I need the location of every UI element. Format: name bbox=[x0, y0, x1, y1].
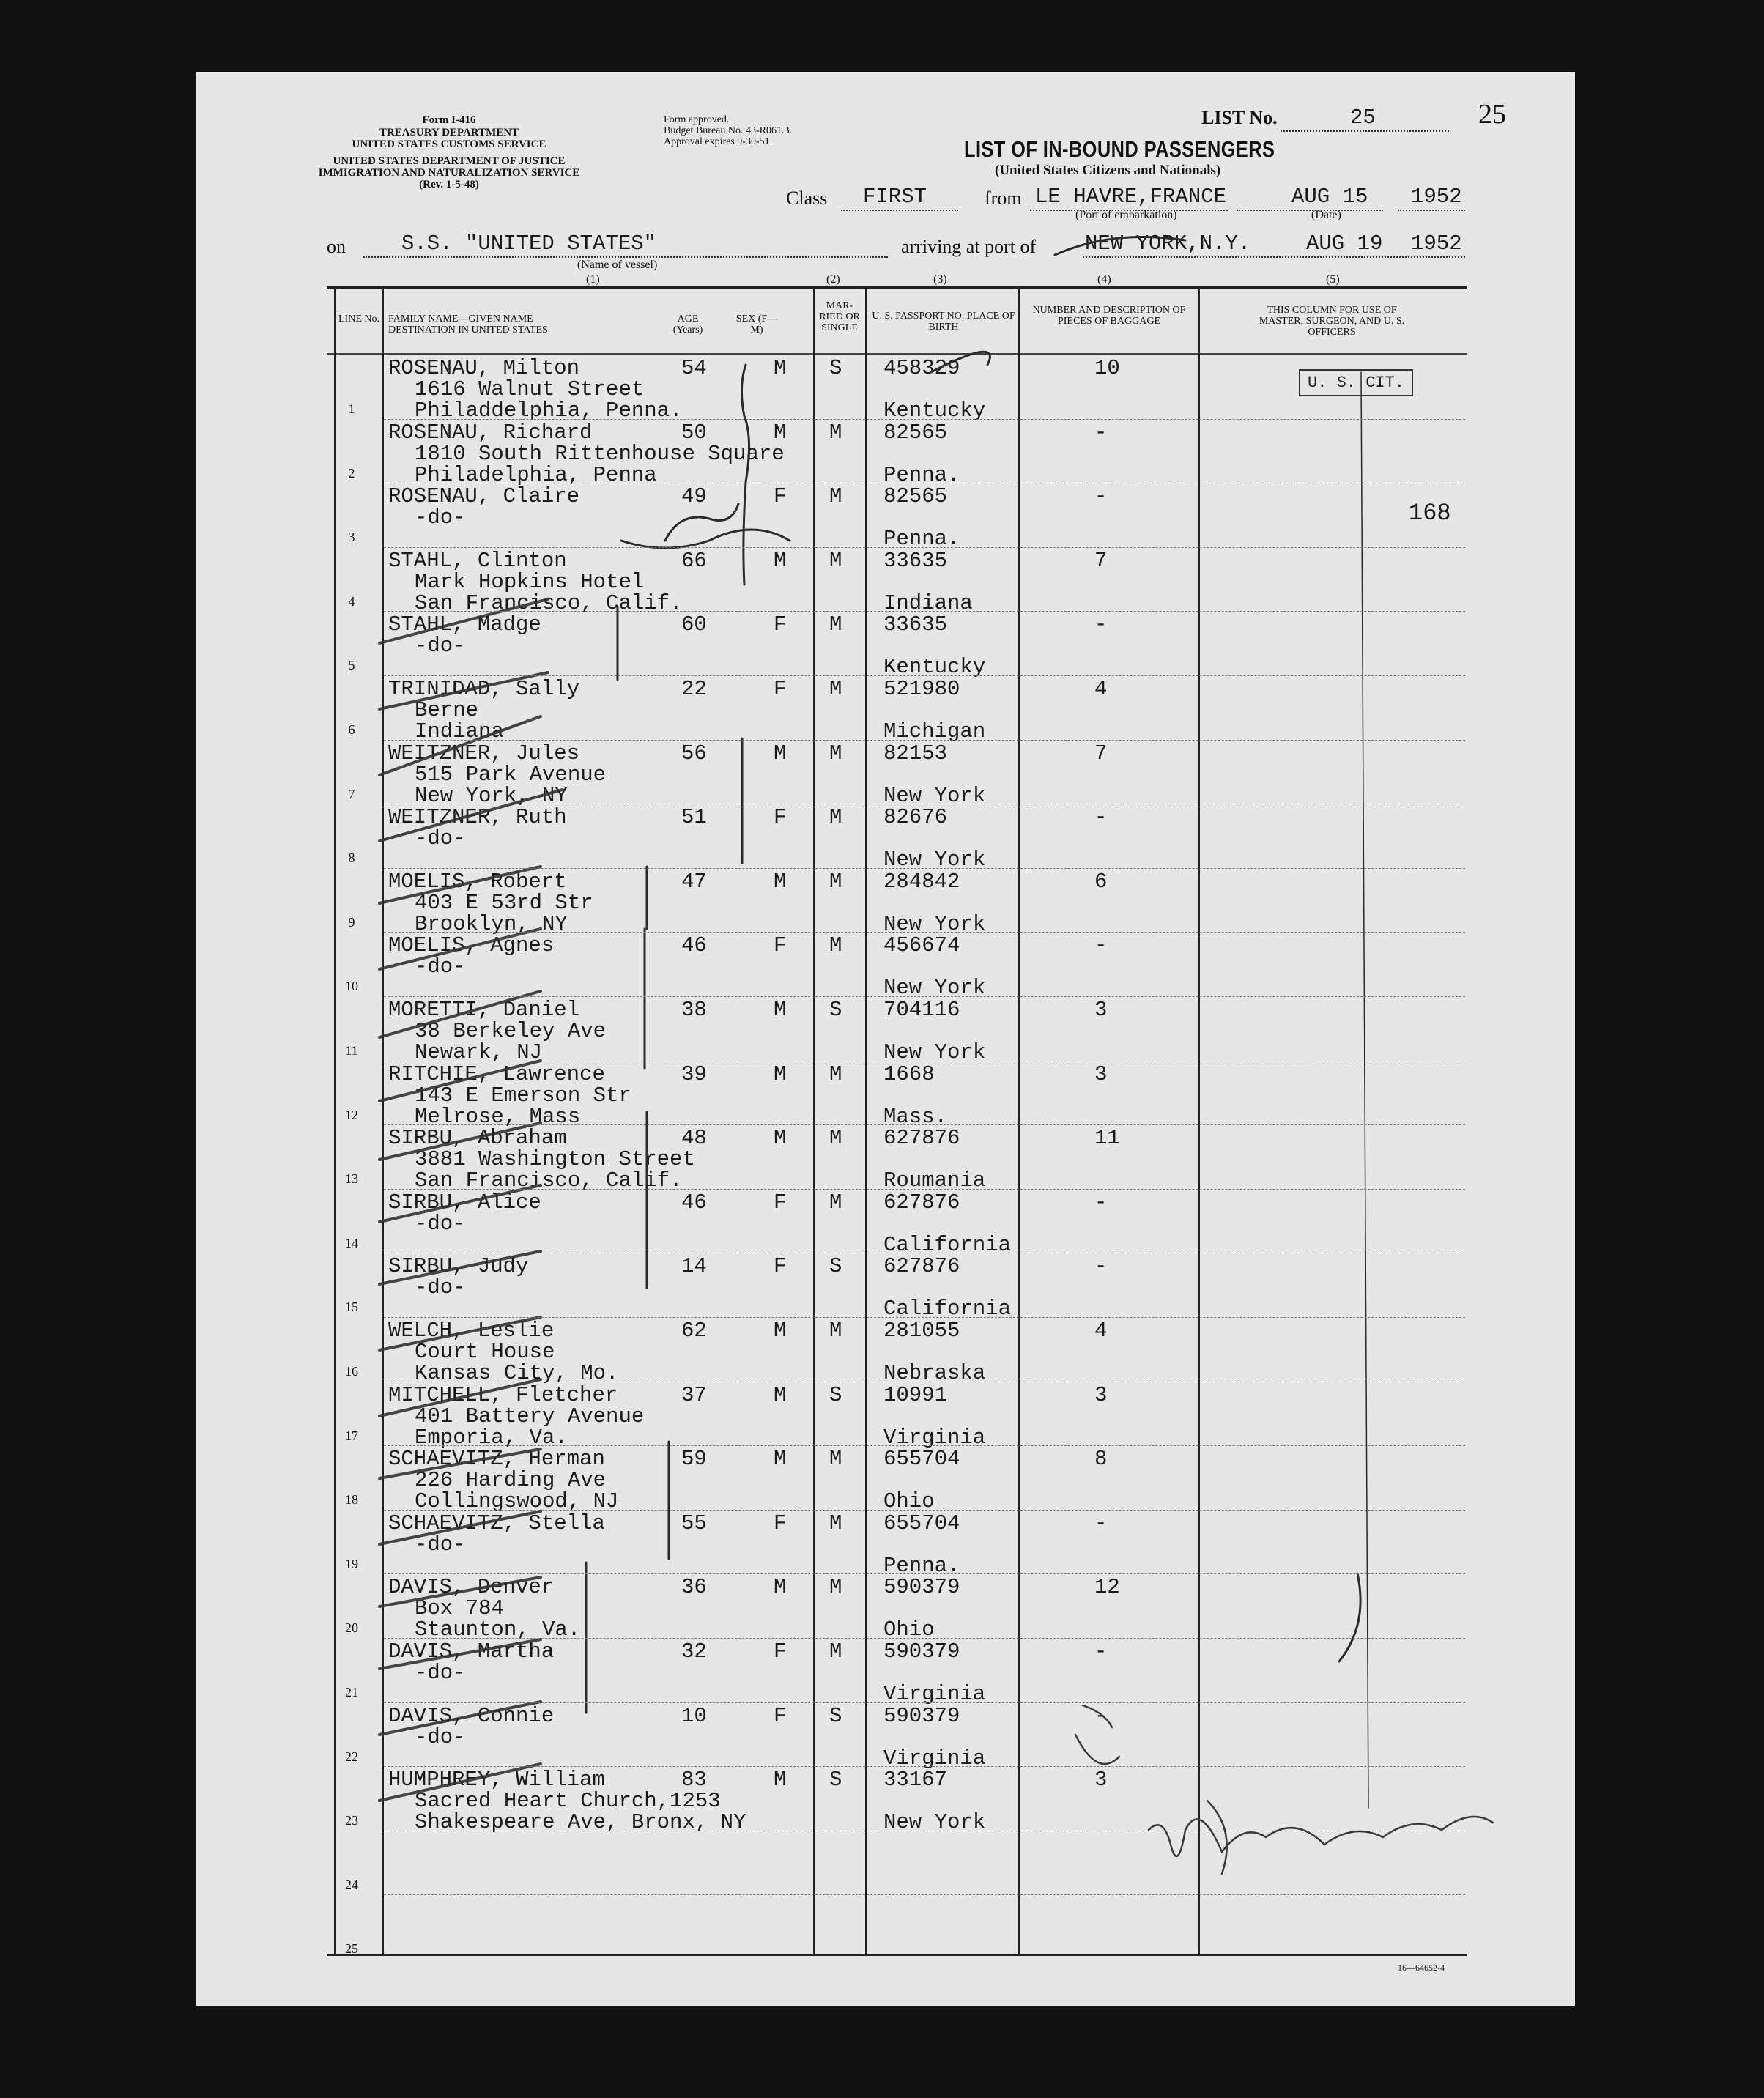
baggage-count: - bbox=[1094, 420, 1108, 445]
passenger-name: MITCHELL, Fletcher bbox=[388, 1382, 618, 1407]
place-of-birth: Virginia bbox=[883, 1425, 986, 1450]
line-number: 12 bbox=[345, 1107, 358, 1122]
passport-number: 655704 bbox=[883, 1447, 960, 1472]
sex: F bbox=[774, 1511, 787, 1535]
list-no-stamped: 25 bbox=[1478, 99, 1506, 130]
passenger-name: SIRBU, Abraham bbox=[388, 1126, 567, 1151]
age: 14 bbox=[681, 1254, 707, 1279]
age: 46 bbox=[681, 933, 707, 958]
destination-line-2: Melrose, Mass bbox=[415, 1104, 581, 1129]
row-divider bbox=[384, 740, 1465, 741]
age: 55 bbox=[681, 1511, 707, 1535]
line-number: 1 bbox=[348, 401, 355, 416]
married-status: M bbox=[829, 1575, 842, 1600]
passenger-name: RITCHIE, Lawrence bbox=[388, 1061, 605, 1086]
passport-number: 33635 bbox=[883, 548, 948, 573]
date-caption: (Date) bbox=[1311, 209, 1341, 221]
sex: F bbox=[774, 1254, 787, 1279]
row-divider bbox=[384, 675, 1465, 676]
row-divider bbox=[384, 932, 1465, 933]
place-of-birth: New York bbox=[883, 1040, 986, 1064]
place-of-birth: Kentucky bbox=[883, 399, 986, 423]
destination-line-2: San Francisco, Calif. bbox=[415, 590, 683, 615]
dept-justice: UNITED STATES DEPARTMENT OF JUSTICE bbox=[333, 155, 566, 167]
row-divider bbox=[384, 868, 1465, 869]
col-header-baggage: NUMBER AND DESCRIPTION OF PIECES OF BAGGAGE bbox=[1032, 305, 1186, 327]
line-number: 5 bbox=[348, 658, 355, 673]
place-of-birth: Virginia bbox=[883, 1682, 986, 1706]
married-status: M bbox=[829, 1061, 842, 1086]
married-status: S bbox=[829, 1768, 842, 1793]
destination-line-1: -do- bbox=[415, 1211, 466, 1236]
married-status: M bbox=[829, 933, 842, 958]
passport-number: 521980 bbox=[883, 677, 960, 701]
col-header-sex: SEX (F—M) bbox=[735, 314, 778, 336]
line-number: 22 bbox=[345, 1749, 358, 1764]
arriving-label: arriving at port of bbox=[901, 236, 1037, 257]
row-divider bbox=[384, 1317, 1465, 1318]
place-of-birth: Nebraska bbox=[883, 1361, 986, 1385]
destination-line-2: San Francisco, Calif. bbox=[415, 1168, 683, 1193]
col-num-3: (3) bbox=[933, 273, 947, 286]
row-divider bbox=[384, 1638, 1465, 1639]
sex: M bbox=[774, 1319, 787, 1343]
place-of-birth: New York bbox=[883, 976, 986, 1001]
age: 32 bbox=[681, 1639, 707, 1664]
departure-year: 1952 bbox=[1411, 185, 1462, 209]
passenger-name: SIRBU, Alice bbox=[388, 1190, 541, 1215]
sex: M bbox=[774, 1447, 787, 1472]
baggage-count: - bbox=[1094, 1639, 1108, 1664]
sex: M bbox=[774, 420, 787, 445]
dept-ins: IMMIGRATION AND NATURALIZATION SERVICE bbox=[318, 167, 580, 179]
arrival-date: AUG 19 bbox=[1306, 231, 1383, 256]
sex: M bbox=[774, 1382, 787, 1407]
place-of-birth: New York bbox=[883, 848, 986, 872]
place-of-birth: Virginia bbox=[883, 1746, 986, 1771]
place-of-birth: New York bbox=[883, 783, 986, 808]
age: 56 bbox=[681, 741, 707, 766]
from-value: LE HAVRE,FRANCE bbox=[1035, 185, 1227, 209]
place-of-birth: Ohio bbox=[883, 1617, 935, 1642]
col-header-passport: U. S. PASSPORT NO. PLACE OF BIRTH bbox=[872, 311, 1015, 333]
destination-line-1: -do- bbox=[415, 1275, 466, 1300]
destination-line-1: Court House bbox=[415, 1340, 555, 1364]
age: 22 bbox=[681, 677, 707, 701]
line-number: 17 bbox=[345, 1428, 358, 1443]
sex: F bbox=[774, 805, 787, 830]
line-number: 25 bbox=[345, 1941, 358, 1957]
passenger-name: HUMPHREY, William bbox=[388, 1768, 605, 1793]
sex: F bbox=[774, 1190, 787, 1215]
passenger-name: SCHAEVITZ, Stella bbox=[388, 1511, 605, 1535]
destination-line-1: Berne bbox=[415, 698, 479, 722]
place-of-birth: Kentucky bbox=[883, 655, 986, 680]
age: 83 bbox=[681, 1768, 707, 1793]
row-divider bbox=[384, 419, 1465, 420]
married-status: M bbox=[829, 548, 842, 573]
row-divider bbox=[384, 996, 1465, 997]
form-number: Form I-416 bbox=[422, 114, 476, 126]
sex: F bbox=[774, 1639, 787, 1664]
line-number: 16 bbox=[345, 1364, 358, 1379]
baggage-count: - bbox=[1094, 1190, 1108, 1215]
approval-line-3: Approval expires 9-30-51. bbox=[664, 136, 773, 147]
married-status: M bbox=[829, 1639, 842, 1664]
vessel-caption: (Name of vessel) bbox=[577, 259, 658, 271]
row-divider bbox=[384, 611, 1465, 612]
destination-line-1: 143 E Emerson Str bbox=[415, 1083, 631, 1108]
approval-line-2: Budget Bureau No. 43-R061.3. bbox=[664, 125, 792, 136]
line-number: 2 bbox=[348, 465, 355, 481]
married-status: S bbox=[829, 1703, 842, 1728]
row-divider bbox=[384, 1894, 1465, 1895]
married-status: M bbox=[829, 1511, 842, 1535]
destination-line-1: 3881 Washington Street bbox=[415, 1147, 695, 1172]
married-status: S bbox=[829, 356, 842, 380]
destination-line-1: -do- bbox=[415, 955, 466, 979]
page-subtitle: (United States Citizens and Nationals) bbox=[995, 163, 1221, 178]
passenger-name: MOELIS, Robert bbox=[388, 869, 567, 894]
destination-line-1: -do- bbox=[415, 634, 466, 659]
destination-line-1: -do- bbox=[415, 1724, 466, 1749]
col-header-married: MAR-RIED OR SINGLE bbox=[819, 300, 860, 333]
departure-date: AUG 15 bbox=[1292, 185, 1368, 209]
passport-number: 284842 bbox=[883, 869, 960, 894]
col-num-5: (5) bbox=[1326, 273, 1340, 286]
place-of-birth: Penna. bbox=[883, 1553, 960, 1578]
col-header-name: FAMILY NAME—GIVEN NAME DESTINATION IN UNITED STATES bbox=[388, 314, 548, 336]
list-no-label: LIST No. bbox=[1201, 107, 1278, 128]
passenger-name: WELCH, Leslie bbox=[388, 1319, 555, 1343]
line-number: 4 bbox=[348, 593, 355, 609]
passenger-name: DAVIS, Denver bbox=[388, 1575, 555, 1600]
baggage-count: 3 bbox=[1094, 998, 1108, 1022]
age: 51 bbox=[681, 805, 707, 830]
passport-number: 10991 bbox=[883, 1382, 948, 1407]
married-status: M bbox=[829, 741, 842, 766]
destination-line-1: 38 Berkeley Ave bbox=[415, 1019, 607, 1043]
married-status: M bbox=[829, 484, 842, 509]
on-label: on bbox=[327, 236, 346, 257]
sex: F bbox=[774, 1703, 787, 1728]
married-status: M bbox=[829, 612, 842, 637]
line-number: 18 bbox=[345, 1492, 358, 1508]
age: 54 bbox=[681, 356, 707, 380]
age: 50 bbox=[681, 420, 707, 445]
line-number: 23 bbox=[345, 1813, 358, 1828]
class-label: Class bbox=[786, 188, 828, 209]
dept-customs: UNITED STATES CUSTOMS SERVICE bbox=[352, 138, 546, 150]
footer-code: 16—64652-4 bbox=[1398, 1962, 1445, 1973]
passport-number: 82676 bbox=[883, 805, 948, 830]
row-divider bbox=[384, 1702, 1465, 1703]
age: 66 bbox=[681, 548, 707, 573]
destination-line-1: 403 E 53rd Str bbox=[415, 890, 593, 915]
destination-line-1: -do- bbox=[415, 505, 466, 530]
place-of-birth: New York bbox=[883, 911, 986, 936]
col-num-2: (2) bbox=[826, 273, 840, 286]
col-header-line: LINE No. bbox=[338, 314, 379, 325]
passport-number: 627876 bbox=[883, 1126, 960, 1151]
married-status: S bbox=[829, 998, 842, 1022]
col-num-1: (1) bbox=[586, 273, 600, 286]
row-divider bbox=[384, 1766, 1465, 1767]
married-status: M bbox=[829, 1126, 842, 1151]
passport-number: 627876 bbox=[883, 1254, 960, 1279]
destination-line-2: Philaddelphia, Penna. bbox=[415, 399, 683, 423]
passenger-name: WEITZNER, Ruth bbox=[388, 805, 567, 830]
sex: F bbox=[774, 933, 787, 958]
married-status: M bbox=[829, 805, 842, 830]
row-divider bbox=[384, 1124, 1465, 1125]
destination-line-1: -do- bbox=[415, 1661, 466, 1685]
line-number: 8 bbox=[348, 850, 355, 866]
list-no-value: 25 bbox=[1350, 105, 1376, 130]
place-of-birth: Ohio bbox=[883, 1489, 935, 1514]
baggage-count: - bbox=[1094, 612, 1108, 637]
age: 37 bbox=[681, 1382, 707, 1407]
destination-line-2: Emporia, Va. bbox=[415, 1425, 568, 1450]
destination-line-1: Box 784 bbox=[415, 1596, 504, 1621]
row-divider bbox=[384, 1189, 1465, 1190]
baggage-count: 7 bbox=[1094, 741, 1108, 766]
age: 48 bbox=[681, 1126, 707, 1151]
passenger-name: DAVIS, Connie bbox=[388, 1703, 555, 1728]
sex: M bbox=[774, 998, 787, 1022]
passenger-list-page bbox=[196, 72, 1575, 2006]
line-number: 11 bbox=[345, 1043, 358, 1058]
sex: M bbox=[774, 1768, 787, 1793]
col-header-age: AGE (Years) bbox=[672, 314, 703, 336]
line-number: 21 bbox=[345, 1685, 358, 1699]
destination-line-2: Newark, NJ bbox=[415, 1040, 543, 1064]
dept-treasury: TREASURY DEPARTMENT bbox=[379, 127, 519, 138]
married-status: M bbox=[829, 869, 842, 894]
passenger-name: DAVIS, Martha bbox=[388, 1639, 555, 1664]
married-status: M bbox=[829, 677, 842, 701]
married-status: M bbox=[829, 420, 842, 445]
age: 38 bbox=[681, 998, 707, 1022]
baggage-count: 10 bbox=[1094, 356, 1120, 380]
destination-line-1: Mark Hopkins Hotel bbox=[415, 569, 645, 594]
passenger-name: TRINIDAD, Sally bbox=[388, 677, 580, 701]
us-citizen-stamp: U. S. CIT. bbox=[1299, 369, 1413, 396]
place-of-birth: Michigan bbox=[883, 719, 986, 744]
destination-line-2: Indiana bbox=[415, 719, 504, 744]
line-number: 9 bbox=[348, 914, 355, 930]
baggage-count: - bbox=[1094, 484, 1108, 509]
approval-line-1: Form approved. bbox=[664, 114, 730, 125]
married-status: S bbox=[829, 1254, 842, 1279]
age: 47 bbox=[681, 869, 707, 894]
passenger-name: MORETTI, Daniel bbox=[388, 998, 580, 1022]
destination-line-2: Brooklyn, NY bbox=[415, 911, 568, 936]
destination-line-1: -do- bbox=[415, 1532, 466, 1557]
place-of-birth: Penna. bbox=[883, 527, 960, 552]
from-caption: (Port of embarkation) bbox=[1075, 209, 1177, 221]
baggage-count: - bbox=[1094, 1703, 1108, 1728]
baggage-count: 11 bbox=[1094, 1126, 1120, 1151]
passenger-name: SIRBU, Judy bbox=[388, 1254, 529, 1279]
line-number: 15 bbox=[345, 1300, 358, 1315]
destination-line-2: Staunton, Va. bbox=[415, 1617, 581, 1642]
passport-number: 655704 bbox=[883, 1511, 960, 1535]
baggage-count: 8 bbox=[1094, 1447, 1108, 1472]
sex: M bbox=[774, 356, 787, 380]
destination-line-1: 226 Harding Ave bbox=[415, 1468, 607, 1493]
baggage-count: 7 bbox=[1094, 548, 1108, 573]
baggage-count: - bbox=[1094, 933, 1108, 958]
destination-line-2: Kansas City, Mo. bbox=[415, 1361, 619, 1385]
passenger-name: SCHAEVITZ, Herman bbox=[388, 1447, 605, 1472]
destination-line-2: New York, NY bbox=[415, 783, 568, 808]
passport-number: 281055 bbox=[883, 1319, 960, 1343]
sex: F bbox=[774, 677, 787, 701]
passenger-name: STAHL, Madge bbox=[388, 612, 541, 637]
passport-number: 590379 bbox=[883, 1575, 960, 1600]
line-number: 14 bbox=[345, 1235, 358, 1250]
destination-line-1: 1616 Walnut Street bbox=[415, 377, 645, 401]
place-of-birth: California bbox=[883, 1232, 1012, 1257]
page-title: LIST OF IN-BOUND PASSENGERS bbox=[964, 136, 1275, 162]
married-status: S bbox=[829, 1382, 842, 1407]
line-number: 7 bbox=[348, 786, 355, 801]
baggage-count: 3 bbox=[1094, 1768, 1108, 1793]
form-revision: (Rev. 1-5-48) bbox=[419, 179, 479, 190]
place-of-birth: Penna. bbox=[883, 462, 960, 487]
age: 46 bbox=[681, 1190, 707, 1215]
destination-line-1: 515 Park Avenue bbox=[415, 762, 607, 787]
place-of-birth: New York bbox=[883, 1810, 986, 1835]
vessel-name: S.S. "UNITED STATES" bbox=[401, 231, 657, 256]
baggage-count: 3 bbox=[1094, 1382, 1108, 1407]
passport-number: 1668 bbox=[883, 1061, 935, 1086]
passport-number: 33167 bbox=[883, 1768, 948, 1793]
baggage-count: 6 bbox=[1094, 869, 1108, 894]
baggage-count: - bbox=[1094, 805, 1108, 830]
side-number: 168 bbox=[1409, 500, 1451, 527]
col-num-4: (4) bbox=[1097, 273, 1111, 286]
passport-number: 82153 bbox=[883, 741, 948, 766]
baggage-count: - bbox=[1094, 1254, 1108, 1279]
passport-number: 590379 bbox=[883, 1639, 960, 1664]
line-number: 19 bbox=[345, 1556, 358, 1571]
line-number: 3 bbox=[348, 530, 355, 545]
place-of-birth: Mass. bbox=[883, 1104, 948, 1129]
line-number: 24 bbox=[345, 1877, 358, 1892]
baggage-count: 4 bbox=[1094, 677, 1108, 701]
destination-line-1: -do- bbox=[415, 826, 466, 851]
passenger-name: ROSENAU, Claire bbox=[388, 484, 580, 509]
passport-number: 458329 bbox=[883, 356, 960, 380]
line-number: 10 bbox=[345, 979, 358, 994]
sex: M bbox=[774, 869, 787, 894]
passenger-name: WEITZNER, Jules bbox=[388, 741, 580, 766]
sex: M bbox=[774, 741, 787, 766]
passport-number: 627876 bbox=[883, 1190, 960, 1215]
destination-line-2: Philadelphia, Penna bbox=[415, 462, 657, 487]
destination-line-2: Collingswood, NJ bbox=[415, 1489, 619, 1514]
sex: M bbox=[774, 1126, 787, 1151]
married-status: M bbox=[829, 1447, 842, 1472]
destination-line-1: Sacred Heart Church,1253 bbox=[415, 1789, 721, 1814]
baggage-count: 12 bbox=[1094, 1575, 1120, 1600]
sex: F bbox=[774, 612, 787, 637]
baggage-count: 4 bbox=[1094, 1319, 1108, 1343]
age: 59 bbox=[681, 1447, 707, 1472]
age: 10 bbox=[681, 1703, 707, 1728]
age: 39 bbox=[681, 1061, 707, 1086]
passenger-name: MOELIS, Agnes bbox=[388, 933, 555, 958]
place-of-birth: Roumania bbox=[883, 1168, 986, 1193]
passenger-name: ROSENAU, Milton bbox=[388, 356, 580, 380]
row-divider bbox=[384, 1510, 1465, 1511]
age: 49 bbox=[681, 484, 707, 509]
sex: M bbox=[774, 1575, 787, 1600]
sex: M bbox=[774, 1061, 787, 1086]
passport-number: 456674 bbox=[883, 933, 960, 958]
arrival-port: NEW YORK,N.Y. bbox=[1085, 231, 1251, 256]
line-number: 20 bbox=[345, 1620, 358, 1636]
class-value: FIRST bbox=[863, 185, 927, 209]
passport-number: 590379 bbox=[883, 1703, 960, 1728]
pen-markings bbox=[196, 72, 1575, 2006]
age: 36 bbox=[681, 1575, 707, 1600]
age: 62 bbox=[681, 1319, 707, 1343]
baggage-count: 3 bbox=[1094, 1061, 1108, 1086]
sex: M bbox=[774, 548, 787, 573]
passport-number: 82565 bbox=[883, 484, 948, 509]
row-divider bbox=[384, 547, 1465, 548]
married-status: M bbox=[829, 1190, 842, 1215]
row-divider bbox=[384, 1445, 1465, 1446]
line-number: 6 bbox=[348, 722, 355, 737]
passport-number: 704116 bbox=[883, 998, 960, 1022]
passenger-name: STAHL, Clinton bbox=[388, 548, 567, 573]
sex: F bbox=[774, 484, 787, 509]
destination-line-2: Shakespeare Ave, Bronx, NY bbox=[415, 1810, 746, 1835]
from-label: from bbox=[985, 188, 1022, 209]
arrival-year: 1952 bbox=[1411, 231, 1462, 256]
place-of-birth: California bbox=[883, 1297, 1012, 1322]
married-status: M bbox=[829, 1319, 842, 1343]
baggage-count: - bbox=[1094, 1511, 1108, 1535]
passport-number: 82565 bbox=[883, 420, 948, 445]
passenger-name: ROSENAU, Richard bbox=[388, 420, 593, 445]
destination-line-1: 1810 South Rittenhouse Square bbox=[415, 441, 785, 466]
passport-number: 33635 bbox=[883, 612, 948, 637]
destination-line-1: 401 Battery Avenue bbox=[415, 1404, 645, 1428]
line-number: 13 bbox=[345, 1171, 358, 1187]
age: 60 bbox=[681, 612, 707, 637]
place-of-birth: Indiana bbox=[883, 590, 973, 615]
col-header-use: THIS COLUMN FOR USE OF MASTER, SURGEON, AND U. S. OFFICERS bbox=[1259, 305, 1405, 338]
